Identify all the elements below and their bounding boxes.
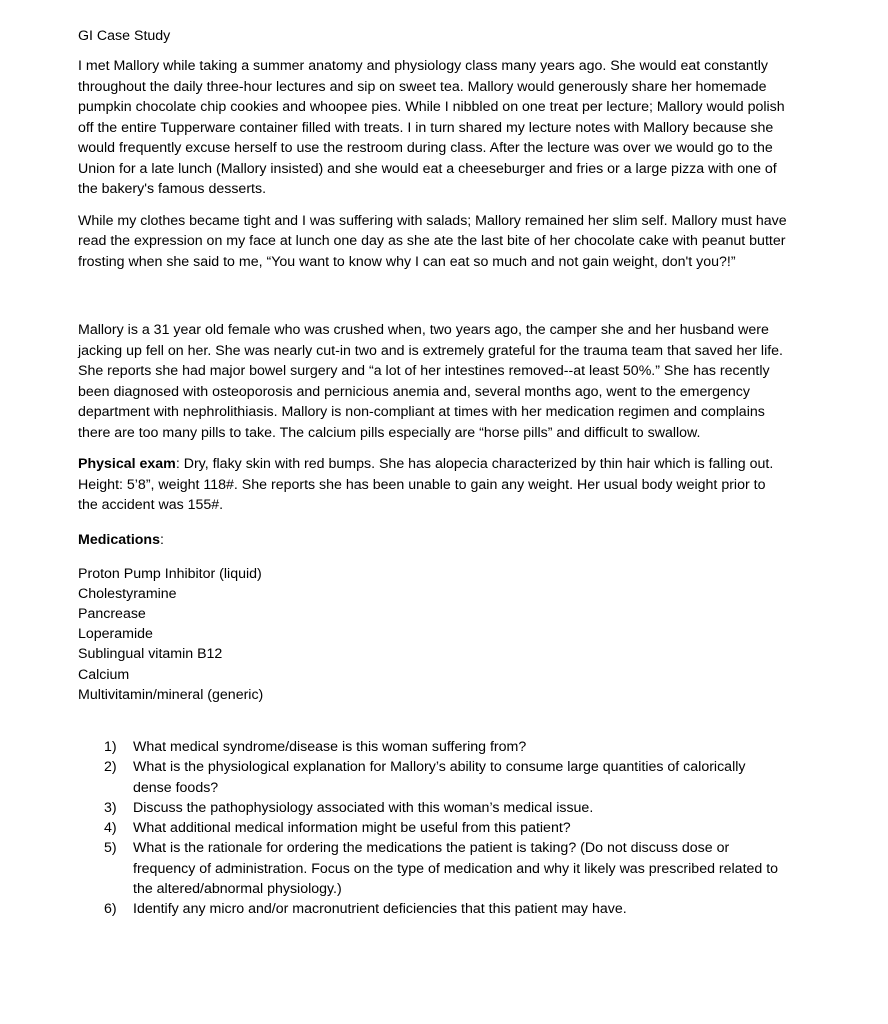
medication-list [78,564,788,705]
question-number: 2) [104,759,117,776]
medications-label: Medications [78,531,160,548]
medication-item: Pancrease [78,605,146,622]
medication-item: Multivitamin/mineral (generic) [78,686,264,703]
document-body [78,26,788,920]
question-item [104,838,788,899]
medication-item: Loperamide [78,626,153,643]
question-text: What additional medical information might be useful from this patient? [133,820,571,837]
question-number: 1) [104,738,117,755]
intro-paragraph: I met Mallory while taking a summer anatomy and physiology class many years ago. She would eat constantly throughout the daily three-hour lectures and sip on sweet tea. Mallory would generously share her homemade pumpkin chocolate chip cookies and whoopee pies. While I nibbled on one treat per lecture; Mallory would polish off the entire Tupperware container filled with treats. I in turn shared my lecture notes with Mallory because she would frequently excuse herself to use the restroom during class. After the lecture was over we would go to the Union for a late lunch (Mallory insisted) and she would eat a cheeseburger and fries or a large pizza with one of the bakery's famous desserts. [78,58,785,197]
question-number: 3) [104,799,117,816]
physical-exam-paragraph [78,454,788,516]
question-text: What is the physiological explanation for Mallory’s ability to consume large quantities of calorically dense foods? [133,759,746,796]
patient-history-paragraph: Mallory is a 31 year old female who was crushed when, two years ago, the camper she and her husband were jacking up fell on her. She was nearly cut-in two and is extremely grateful for the trauma team that saved her life. She reports she had major bowel surgery and “a lot of her intestines removed--at least 50%.” She has recently been diagnosed with osteoporosis and pernicious anemia and, several months ago, went to the emergency department with nephrolithiasis. Mallory is non-compliant at times with her medication regimen and complains there are too many pills to take. The calcium pills especially are “horse pills” and difficult to swallow. [78,322,784,441]
question-list [78,737,788,920]
question-text: What is the rationale for ordering the medications the patient is taking? (Do not discuss dose or frequency of administration. Focus on the type of medication and why it likely was prescribed related to the altered/abnormal physiology.) [133,840,779,897]
medications-colon: : [160,531,164,548]
physical-exam-label: Physical exam [78,456,176,472]
question-text: What medical syndrome/disease is this woman suffering from? [133,738,527,755]
question-item [104,798,788,818]
question-number: 4) [104,820,117,837]
document-title: GI Case Study [78,28,171,44]
question-item [104,899,788,919]
question-text: Identify any micro and/or macronutrient deficiencies that this patient may have. [133,901,627,918]
lunch-paragraph: While my clothes became tight and I was suffering with salads; Mallory remained her slim self. Mallory must have read the expression on my face at lunch one day as she ate the last bite of her chocolate cake with peanut butter frosting when she said to me, “You want to know why I can eat so much and not gain weight, don't you?!” [78,212,787,270]
medication-item: Calcium [78,666,130,683]
medication-item: Proton Pump Inhibitor (liquid) [78,565,262,582]
question-number: 5) [104,840,117,857]
medication-item: Sublingual vitamin B12 [78,646,223,663]
medication-item: Cholestyramine [78,585,177,602]
medications-heading [78,530,788,550]
question-item [104,757,788,798]
question-number: 6) [104,901,117,918]
physical-exam-text: : Dry, flaky skin with red bumps. She has alopecia characterized by thin hair which is falling out. Height: 5’8”, weight 118#. She reports she has been unable to gain any weight. Her usual body weight prior to the accident was 155#. [78,456,774,513]
question-item [104,818,788,838]
question-item [104,737,788,757]
question-text: Discuss the pathophysiology associated with this woman’s medical issue. [133,799,594,816]
